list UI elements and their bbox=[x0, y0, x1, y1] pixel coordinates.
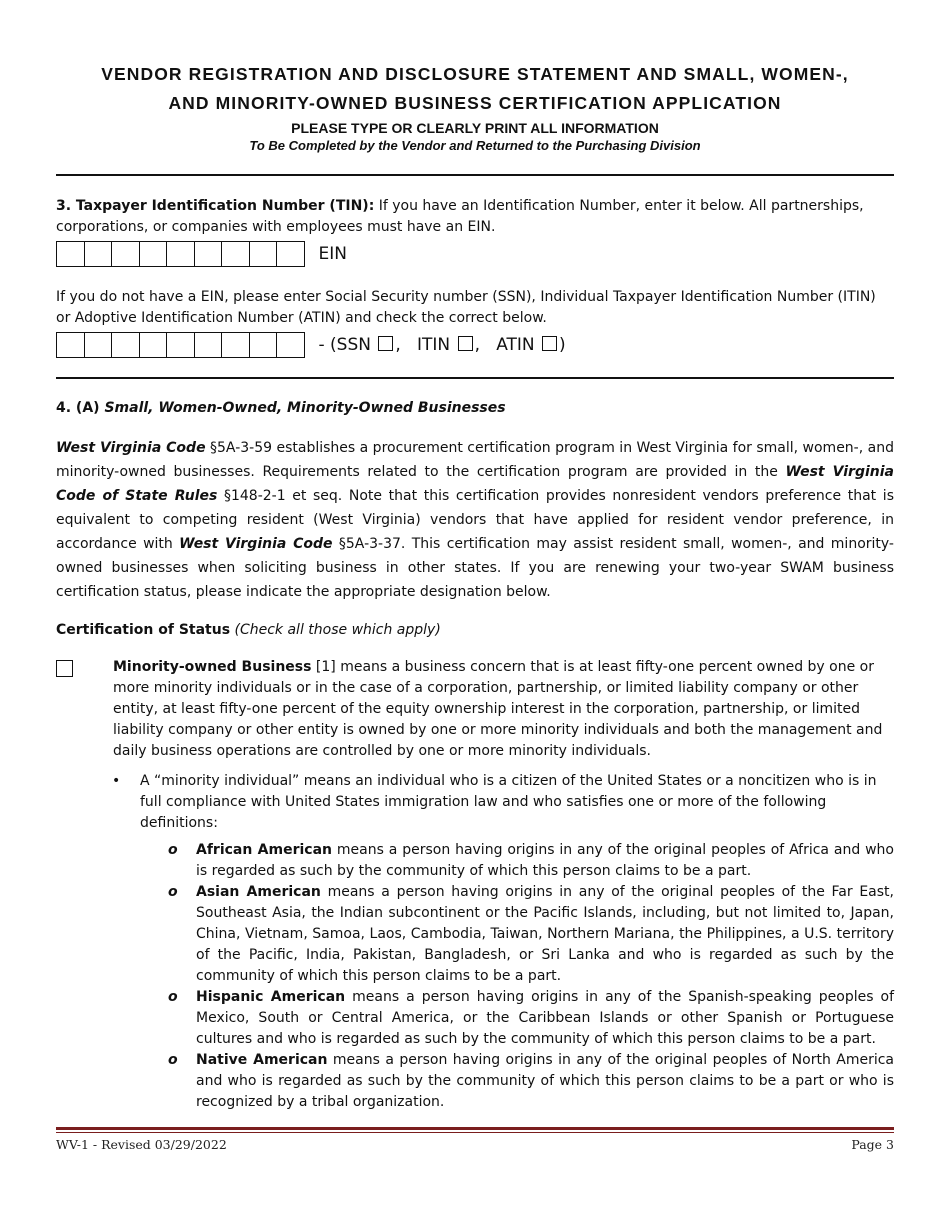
footer-rule bbox=[56, 1127, 894, 1130]
tin-intro bbox=[56, 196, 894, 238]
ein-input-boxes[interactable] bbox=[56, 241, 305, 267]
minority-owned-term: Minority-owned Business bbox=[113, 659, 312, 675]
cert-status-heading bbox=[56, 620, 894, 641]
definition-text: means a person having origins in any of the Spanish-speaking peoples of Mexico, South or Central America, or the Caribbean Islands or other Spanish or Portuguese cultures and who is regarded as such by the community of which this person claims to be a part. bbox=[196, 989, 895, 1047]
definition-item bbox=[168, 1050, 894, 1113]
sub-bullet: o bbox=[168, 842, 178, 858]
page-footer bbox=[56, 1127, 894, 1152]
definition-item bbox=[168, 840, 894, 882]
swam-text-2: §148-2-1 et seq. Note that this certification provides nonresident vendors preference that is equivalent to competing resident (West Virginia) vendors that have applied for resident vendor preference, in accordance with bbox=[56, 488, 894, 552]
atin-label: ATIN bbox=[496, 334, 535, 355]
definition-term: Hispanic American bbox=[196, 989, 346, 1005]
ein-label: EIN bbox=[318, 243, 347, 264]
bullet-symbol: • bbox=[112, 773, 121, 789]
wv-code-ref-1: West Virginia Code bbox=[56, 440, 206, 456]
definition-text: means a person having origins in any of the original peoples of the Far East, Southeast Asia, the Indian subcontinent or the Pacific Islands, including, but not limited to, Japan, China, Vietnam, Samoa, Laos, Cambodia, Taiwan, Northern Mariana, the Philippines, a U.S. territory of the Pacific, India, Pakistan, Bangladesh, or Sri Lanka and who is regarded as such by the community of which this person claims to be a part. bbox=[196, 884, 894, 984]
definition-term: Native American bbox=[196, 1052, 328, 1068]
tin-heading: 3. Taxpayer Identification Number (TIN): bbox=[56, 198, 375, 214]
tin-text: If you have an Identification Number, enter it below. All partnerships, corporations, or companies with employees must have an EIN. bbox=[56, 198, 864, 235]
header-divider bbox=[56, 174, 894, 176]
swam-paragraph bbox=[56, 436, 894, 604]
swam-text-1: §5A-3-59 establishes a procurement certification program in West Virginia for small, women-, and minority-owned businesses. Requirements related to the certification program are provided in the bbox=[56, 440, 894, 480]
sub-bullet: o bbox=[168, 1052, 178, 1068]
wv-code-rules-ref: West Virginia Code of State Rules bbox=[56, 464, 894, 504]
print-instruction: PLEASE TYPE OR CLEARLY PRINT ALL INFORMATION bbox=[291, 120, 659, 136]
minority-individual-text: A “minority individual” means an individual who is a citizen of the United States or a noncitizen who is in full compliance with United States immigration law and who satisfies one or more of the following definitions: bbox=[140, 773, 877, 831]
alt-id-text: If you do not have a EIN, please enter Social Security number (SSN), Individual Taxpayer Identification Number (ITIN) or Adoptive Identification Number (ATIN) and check the correct below. bbox=[56, 289, 876, 326]
minority-owned-description bbox=[113, 657, 894, 762]
form-title bbox=[56, 60, 894, 118]
itin-checkbox[interactable] bbox=[458, 336, 473, 351]
minority-owned-text: [1] means a business concern that is at least fifty-one percent owned by one or more minority individuals or in the case of a corporation, partnership, or limited liability company or other entity, at least fifty-one percent of the equity ownership interest in the corporation, partnership, or limited liability company or other entity is owned by one or more minority individuals and both the management and daily business operations are controlled by one or more minority individuals. bbox=[113, 659, 883, 759]
definition-item bbox=[168, 882, 894, 987]
definition-list bbox=[168, 840, 894, 1113]
minority-owned-option bbox=[56, 657, 894, 762]
itin-label: ITIN bbox=[417, 334, 451, 355]
sub-bullet: o bbox=[168, 884, 178, 900]
form-header bbox=[56, 60, 894, 154]
sub-bullet: o bbox=[168, 989, 178, 1005]
alt-id-row bbox=[56, 332, 894, 358]
section-divider bbox=[56, 377, 894, 379]
alt-id-input-boxes[interactable] bbox=[56, 332, 305, 358]
ein-row bbox=[56, 241, 894, 267]
section-tin bbox=[56, 196, 894, 358]
ssn-checkbox[interactable] bbox=[378, 336, 393, 351]
cert-status-label: Certification of Status bbox=[56, 622, 231, 638]
swam-heading bbox=[56, 398, 894, 419]
form-title-line1: VENDOR REGISTRATION AND DISCLOSURE STATEMENT AND SMALL, WOMEN-, bbox=[101, 64, 849, 84]
swam-text-3: §5A-3-37. This certification may assist resident small, women-, and minority-owned businesses when soliciting business in other states. If you are renewing your two-year SWAM business certification status, please indicate the appropriate designation below. bbox=[56, 536, 894, 600]
form-title-line2: AND MINORITY-OWNED BUSINESS CERTIFICATION APPLICATION bbox=[168, 93, 782, 113]
definition-text: means a person having origins in any of the original peoples of Africa and who is regarded as such by the community of which this person claims to be a part. bbox=[196, 842, 894, 879]
page-number: Page 3 bbox=[851, 1137, 894, 1152]
form-page bbox=[56, 0, 894, 154]
minority-owned-checkbox[interactable] bbox=[56, 660, 73, 677]
definition-item bbox=[168, 987, 894, 1050]
alt-id-options: - (SSN , ITIN , ATIN ) bbox=[318, 334, 566, 355]
definition-term: African American bbox=[196, 842, 332, 858]
swam-heading-title: Small, Women-Owned, Minority-Owned Businesses bbox=[104, 400, 506, 416]
section-swam bbox=[56, 398, 894, 1113]
close-paren: ) bbox=[559, 334, 566, 355]
definition-text: means a person having origins in any of the original peoples of North America and who is regarded as such by the community of which this person claims to be a part or who is recognized by a tribal organization. bbox=[196, 1052, 895, 1110]
wv-code-ref-2: West Virginia Code bbox=[179, 536, 333, 552]
revision-label: WV-1 - Revised 03/29/2022 bbox=[56, 1137, 227, 1152]
definition-term: Asian American bbox=[196, 884, 321, 900]
footer-rule-thin bbox=[56, 1132, 894, 1133]
ssn-label: - (SSN bbox=[318, 334, 371, 355]
return-note: To Be Completed by the Vendor and Returned to the Purchasing Division bbox=[249, 138, 701, 153]
cert-status-note: (Check all those which apply) bbox=[230, 622, 441, 638]
swam-heading-num: 4. (A) bbox=[56, 400, 105, 416]
atin-checkbox[interactable] bbox=[542, 336, 557, 351]
minority-individual-bullet bbox=[112, 771, 894, 834]
